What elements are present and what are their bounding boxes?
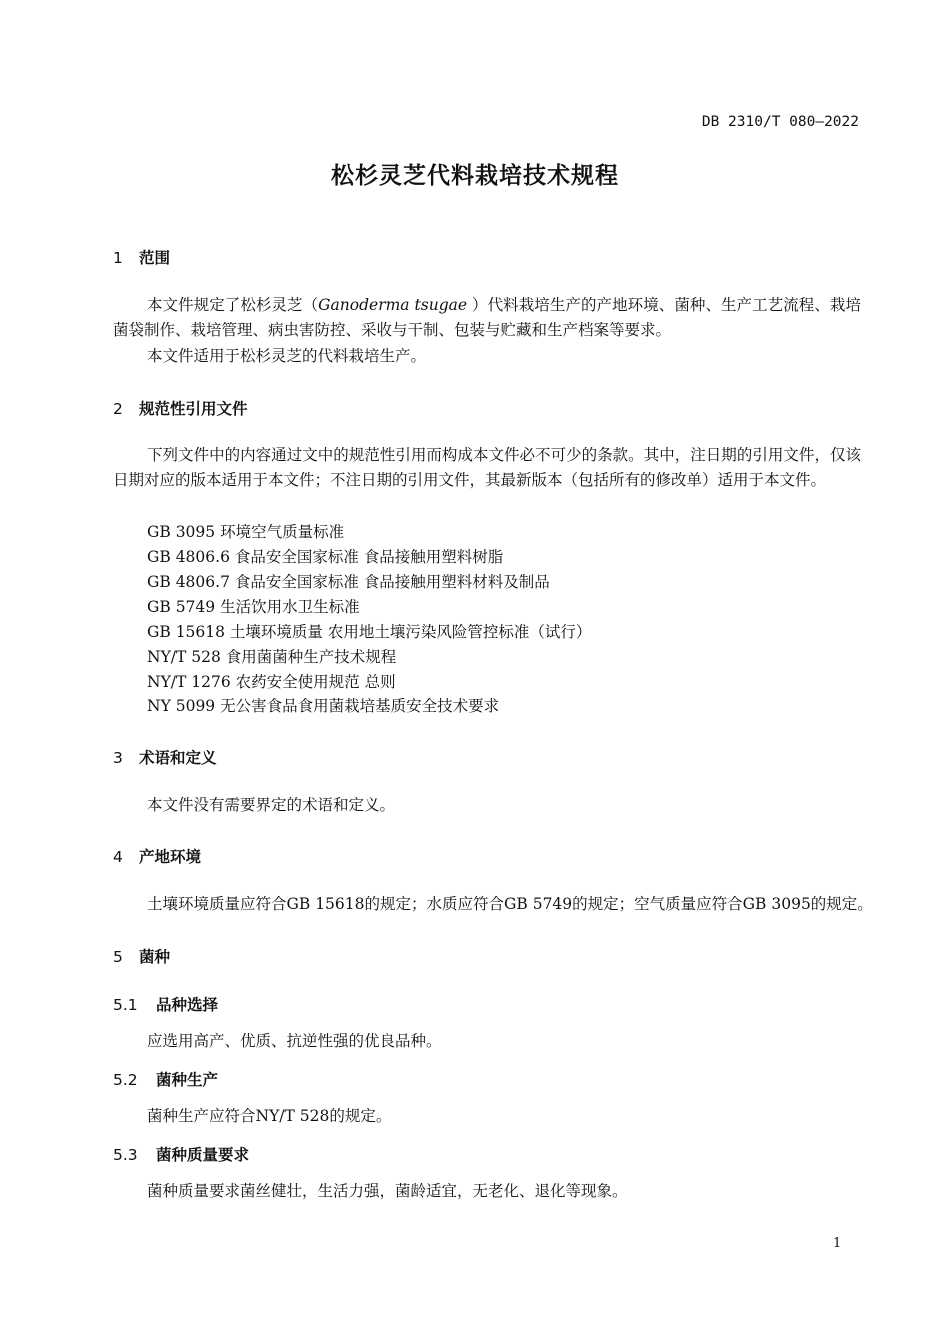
section-heading-2 (113, 397, 248, 419)
subsection-number: 5.3 (113, 1146, 138, 1164)
page-title: 松杉灵芝代料栽培技术规程 (331, 163, 619, 189)
section-number: 1 (113, 249, 123, 267)
subsection-title: 品种选择 (156, 996, 219, 1014)
subsection-title: 菌种生产 (156, 1071, 219, 1089)
section-heading-1 (113, 246, 170, 268)
reference-item: GB 5749 生活饮用水卫生标准 (147, 598, 360, 616)
page-number: 1 (833, 1236, 842, 1251)
subsection-title: 菌种质量要求 (156, 1146, 250, 1164)
section-title: 术语和定义 (139, 749, 217, 767)
section-number: 5 (113, 948, 123, 966)
subsection-number: 5.2 (113, 1071, 138, 1089)
section-title: 规范性引用文件 (139, 400, 248, 418)
section-heading-4 (113, 845, 201, 867)
reference-item: GB 4806.6 食品安全国家标准 食品接触用塑料树脂 (147, 548, 504, 566)
variety-paragraph: 应选用高产、优质、抗逆性强的优良品种。 (147, 1032, 442, 1050)
subsection-heading-5-2 (113, 1068, 218, 1090)
scope-paragraph-1 (113, 293, 861, 343)
text-run: 本文件规定了松杉灵芝（ (147, 296, 319, 314)
subsection-heading-5-3 (113, 1143, 249, 1165)
reference-item: NY 5099 无公害食品食用菌栽培基质安全技术要求 (147, 697, 500, 715)
reference-item: NY/T 1276 农药安全使用规范 总则 (147, 673, 396, 691)
section-number: 3 (113, 749, 123, 767)
reference-item: NY/T 528 食用菌菌种生产技术规程 (147, 648, 397, 666)
document-code: DB 2310/T 080—2022 (701, 114, 859, 130)
spawn-quality-paragraph: 菌种质量要求菌丝健壮，生活力强，菌龄适宜，无老化、退化等现象。 (147, 1182, 628, 1200)
reference-item: GB 15618 土壤环境质量 农用地土壤污染风险管控标准（试行） (147, 623, 592, 641)
references-intro: 下列文件中的内容通过文中的规范性引用而构成本文件必不可少的条款。其中，注日期的引用文件，仅该日期对应的版本适用于本文件；不注日期的引用文件，其最新版本（包括所有的修改单）适用于本文件。 (113, 446, 861, 489)
reference-item: GB 3095 环境空气质量标准 (147, 523, 345, 541)
spawn-production-paragraph: 菌种生产应符合NY/T 528的规定。 (147, 1107, 392, 1125)
section-heading-5 (113, 945, 170, 967)
terms-paragraph: 本文件没有需要界定的术语和定义。 (147, 796, 396, 814)
environment-paragraph: 土壤环境质量应符合GB 15618的规定；水质应符合GB 5749的规定；空气质量应符合GB 3095的规定。 (147, 895, 873, 913)
section-title: 范围 (139, 249, 171, 267)
section-title: 产地环境 (139, 848, 202, 866)
subsection-number: 5.1 (113, 996, 138, 1014)
section-number: 2 (113, 400, 123, 418)
section-number: 4 (113, 848, 123, 866)
reference-item: GB 4806.7 食品安全国家标准 食品接触用塑料材料及制品 (147, 573, 550, 591)
section-heading-3 (113, 746, 217, 768)
scope-paragraph-2: 本文件适用于松杉灵芝的代料栽培生产。 (147, 347, 427, 365)
section-title: 菌种 (139, 948, 171, 966)
latin-name: Ganoderma tsugae (318, 296, 468, 314)
text-run: ）代料栽培生产的产地环境、菌种、生产工艺流程、栽培菌袋制作、栽培管理、病虫害防控、采收与干制、包装与贮藏和生产档案等要求。 (113, 296, 861, 339)
subsection-heading-5-1 (113, 993, 218, 1015)
